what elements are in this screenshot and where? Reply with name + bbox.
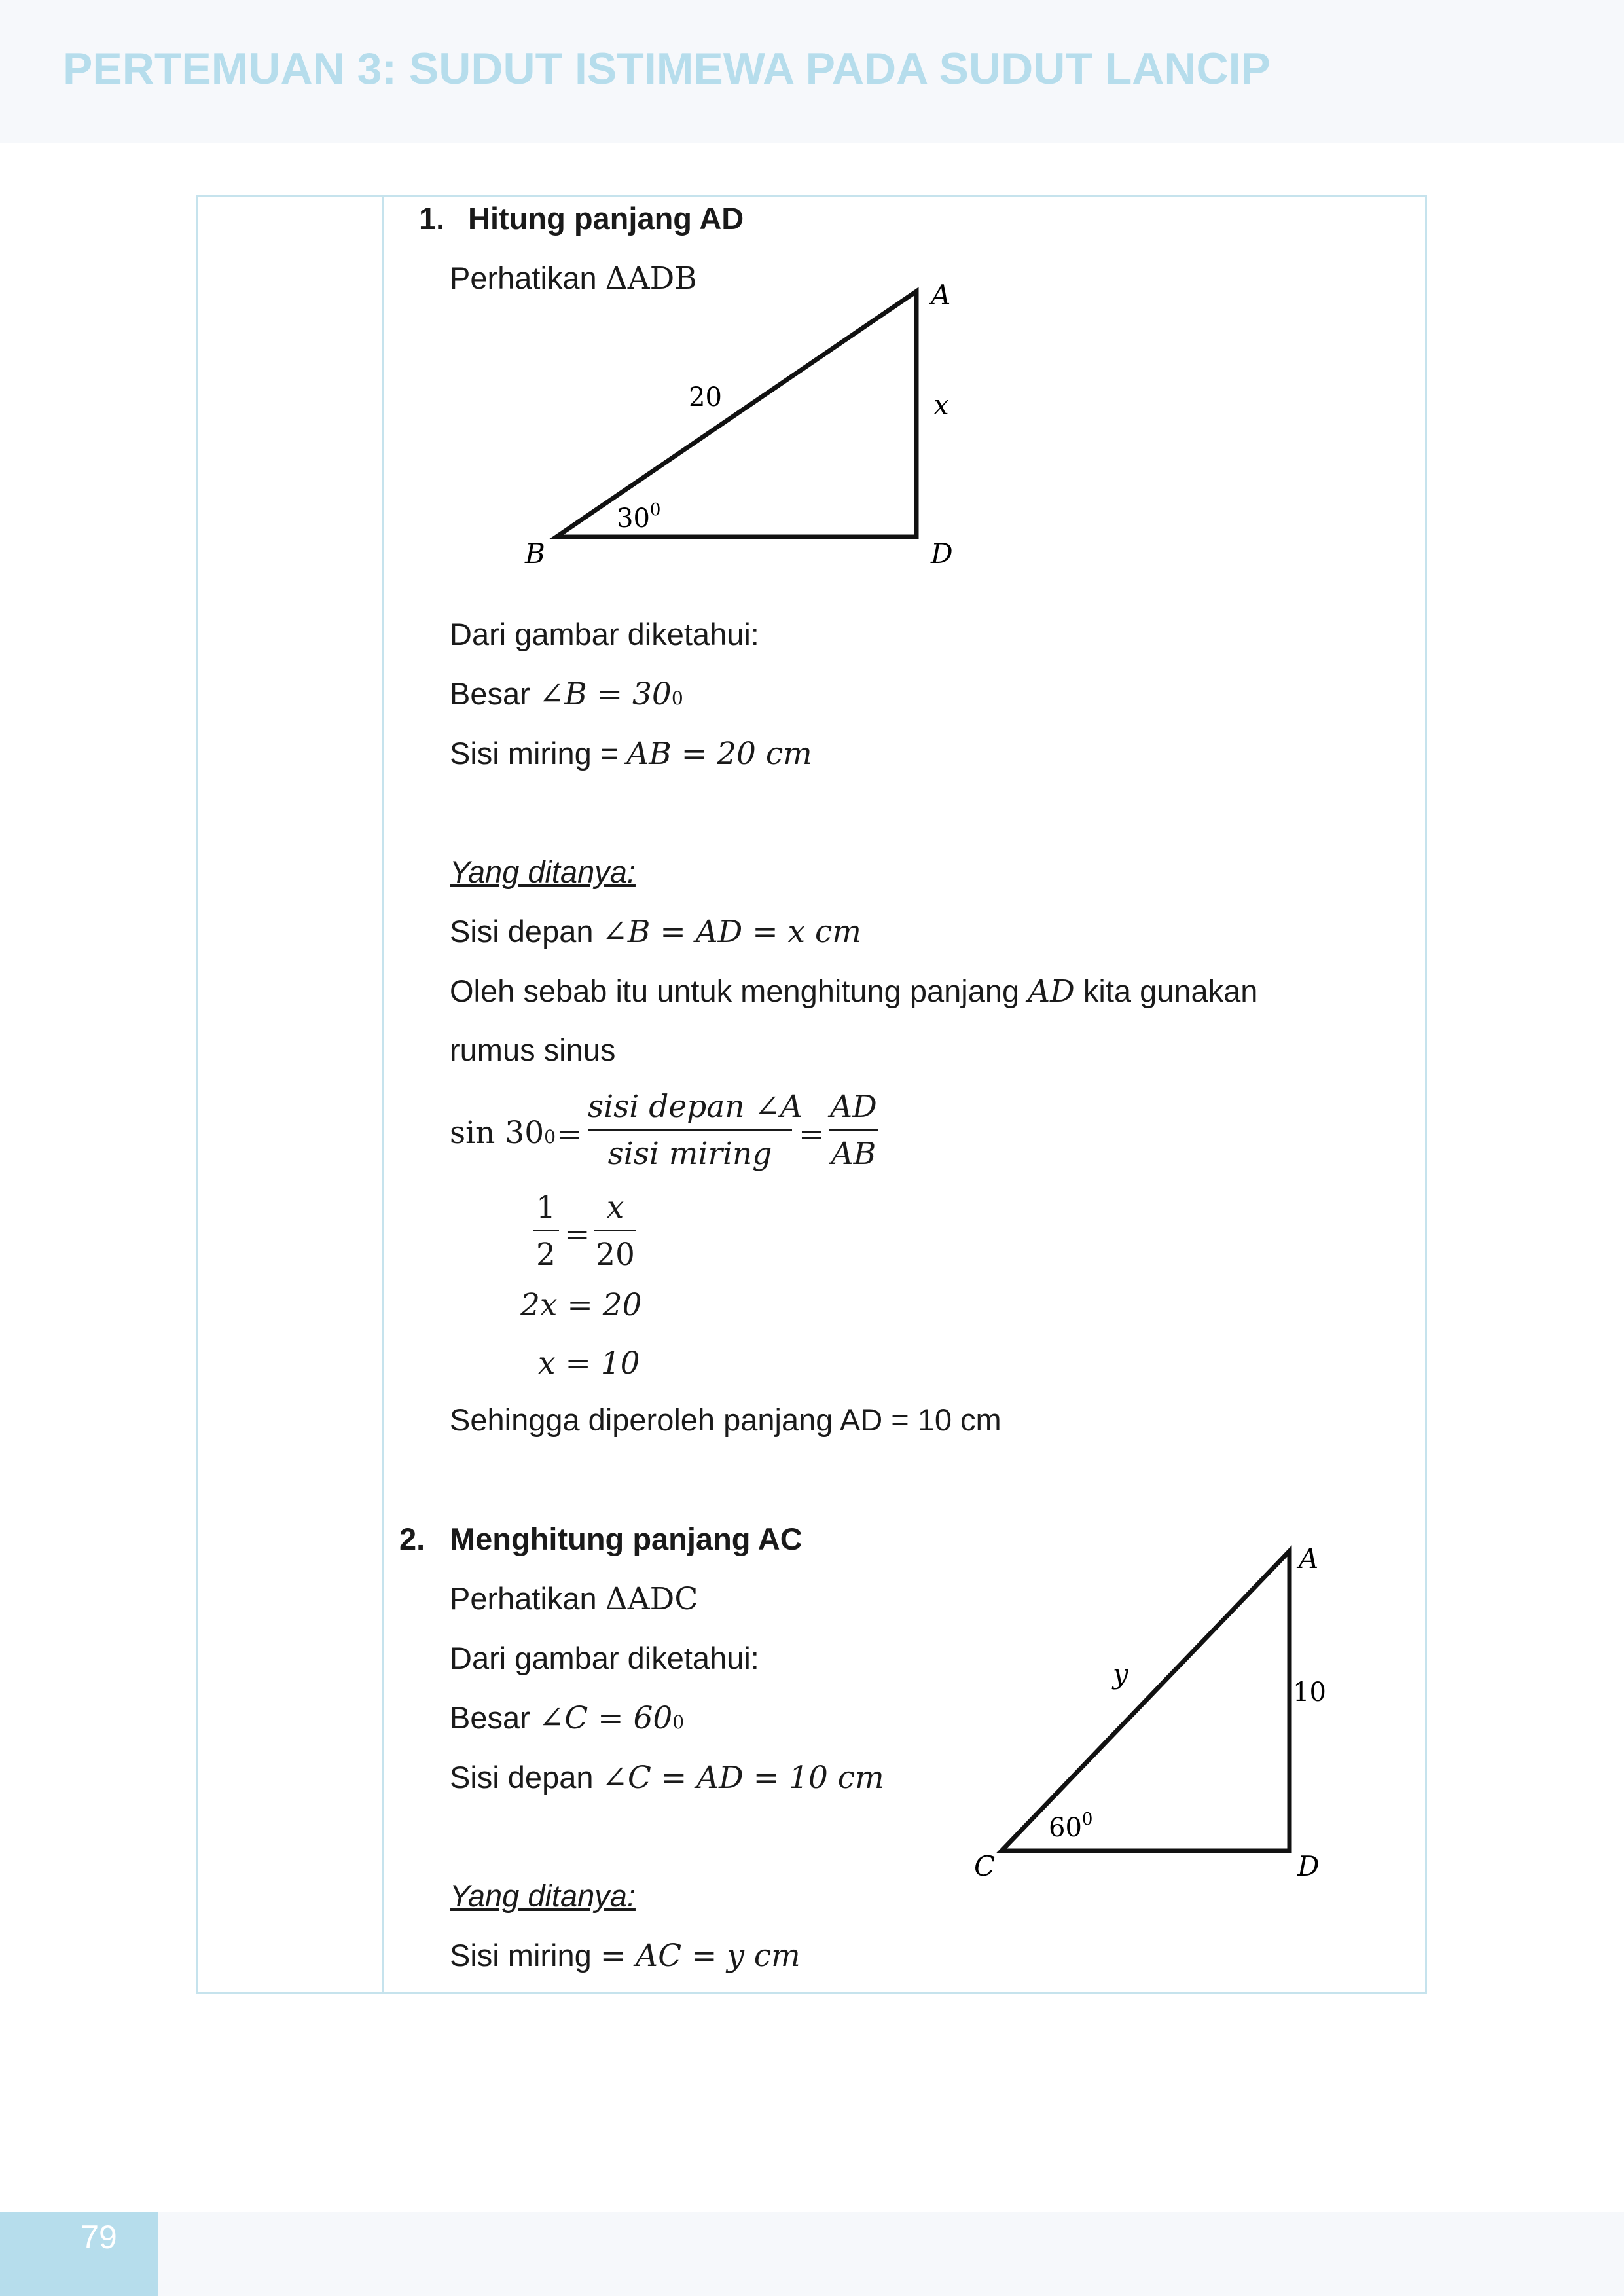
section1-given: Dari gambar diketahui: xyxy=(450,617,759,651)
section1-opp-line: Sisi depan ∠B = AD = x cm xyxy=(450,914,861,950)
eq-equals-3: = xyxy=(564,1216,590,1252)
fraction-sisi-depan-over-sisi-miring: sisi depan ∠A sisi miring xyxy=(588,1089,803,1172)
fraction-one-half: 1 2 xyxy=(533,1192,559,1270)
table-column-divider xyxy=(382,195,384,1994)
section2-observe: Perhatikan ΔADC xyxy=(450,1581,698,1617)
section1-angle-line: Besar ∠B = $30^0$ xyxy=(450,676,683,712)
fraction-ad-over-ab: AD AB xyxy=(830,1089,877,1172)
vertex-b-label: B xyxy=(525,538,545,570)
section1-number: 1. xyxy=(419,201,445,236)
section1-conclusion: Sehingga diperoleh panjang AD = 10 cm xyxy=(450,1402,1001,1437)
section2-asked: Yang ditanya: xyxy=(450,1878,636,1913)
triangle-adc-figure xyxy=(962,1535,1342,1889)
triangle-adc-label: ΔADC xyxy=(605,1581,698,1617)
section2-angle-line: Besar ∠C = $60^0$ xyxy=(450,1700,685,1736)
step-2x-equals-20: 2x = 20 xyxy=(520,1287,642,1323)
side-label: x xyxy=(933,389,949,421)
triangle-adb-figure xyxy=(511,275,969,576)
vertex-a-label: A xyxy=(1299,1542,1319,1575)
section1-method-line2: rumus sinus xyxy=(450,1032,616,1067)
section2-number: 2. xyxy=(399,1522,425,1556)
footer-band xyxy=(0,2212,1624,2296)
section1-asked: Yang ditanya: xyxy=(450,854,636,889)
section2-given: Dari gambar diketahui: xyxy=(450,1641,759,1675)
section2-heading: Menghitung panjang AC xyxy=(450,1522,803,1556)
step-x-equals-10: x = 10 xyxy=(538,1345,640,1381)
hypotenuse-label: y xyxy=(1113,1658,1128,1690)
triangle-adb-label: ΔADB xyxy=(605,261,697,297)
page-header-title: PERTEMUAN 3: SUDUT ISTIMEWA PADA SUDUT LANCIP xyxy=(63,44,1271,94)
eq-equals-1: = xyxy=(556,1116,583,1152)
page-number: 79 xyxy=(81,2219,117,2255)
section1-observe: Perhatikan ΔADB xyxy=(450,261,697,297)
hypotenuse-label: 20 xyxy=(689,382,722,412)
section1-heading: Hitung panjang AD xyxy=(468,201,744,236)
vertex-d-label: D xyxy=(1297,1850,1320,1882)
vertex-d-label: D xyxy=(931,538,953,570)
angle-label: $60^0$ xyxy=(1049,1810,1093,1843)
section1-method-line: Oleh sebab itu untuk menghitung panjang AD kita gunakan xyxy=(450,974,1258,1010)
section2-hyp-line: Sisi miring = AC = y cm xyxy=(450,1938,801,1974)
angle-label: $30^0$ xyxy=(617,500,661,534)
eq-equals-2: = xyxy=(799,1116,825,1152)
eq-sin-lhs: $\sin 30^0$ xyxy=(450,1115,556,1151)
section1-hyp-line: Sisi miring = AB = 20 cm xyxy=(450,736,812,772)
fraction-x-over-20: x 20 xyxy=(594,1192,636,1270)
vertex-c-label: C xyxy=(974,1850,996,1882)
vertex-a-label: A xyxy=(931,279,951,311)
side-label: 10 xyxy=(1293,1677,1326,1707)
section2-opp-line: Sisi depan ∠C = AD = 10 cm xyxy=(450,1760,884,1796)
